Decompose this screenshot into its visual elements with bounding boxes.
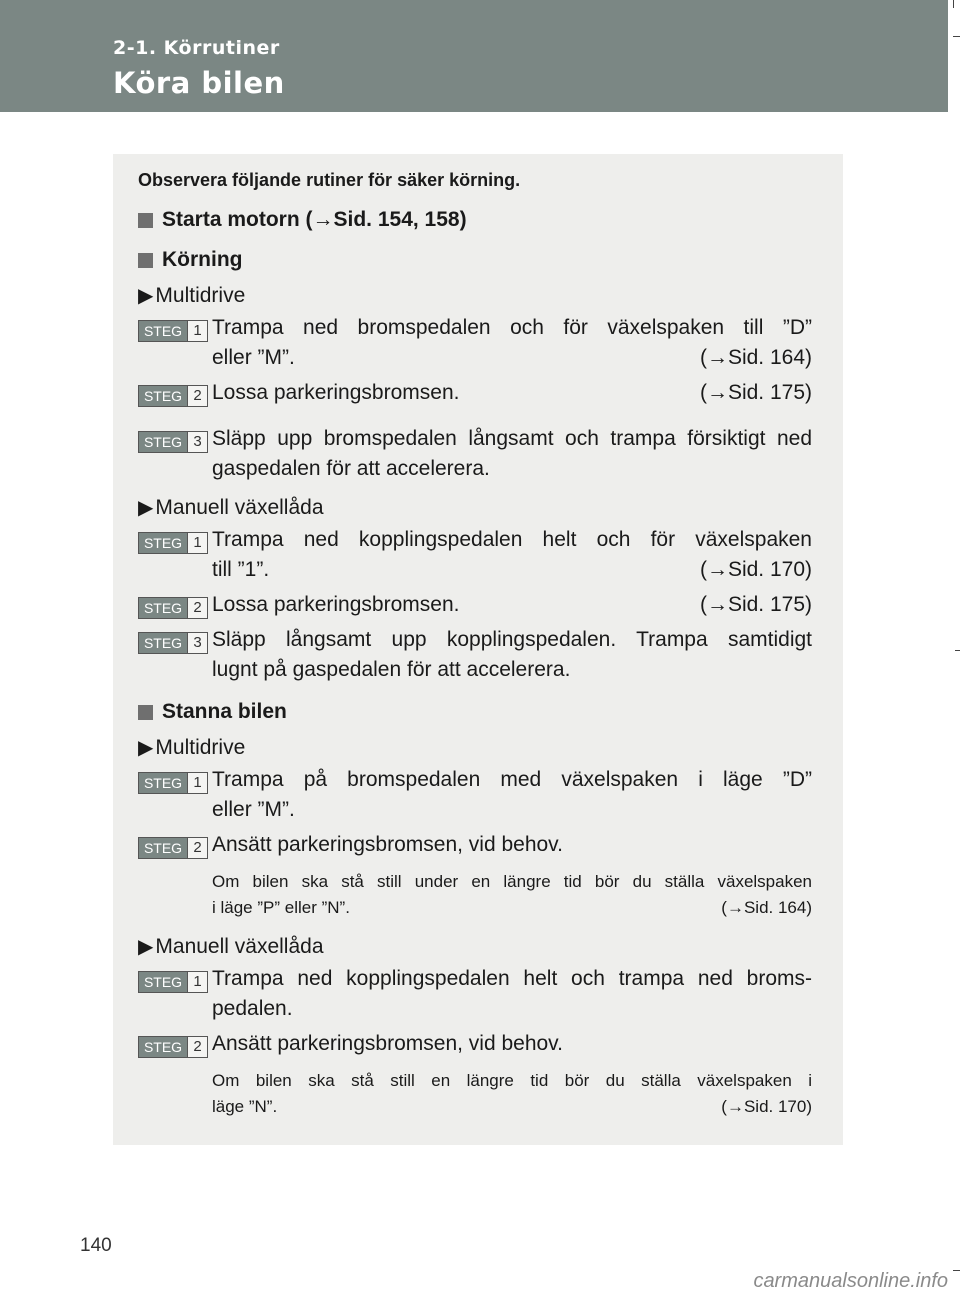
step-text-line: eller ”M”. [212,346,295,369]
step-text-line: Lossa parkeringsbromsen. [212,593,460,616]
subheading-multidrive [138,735,245,760]
step-text: Trampa ned kopplingspedalen helt och trampa ned broms- [212,967,812,990]
subheading-manual [138,495,324,520]
square-bullet-icon [138,253,153,268]
step-text-cont: lugnt på gaspedalen för att accelerera. [212,658,571,681]
step-text [212,593,812,617]
square-bullet-icon [138,213,153,228]
page-reference: (→Sid. 170) [721,1097,812,1116]
step-word: STEG [139,533,187,553]
heading-text: Körning [162,248,243,271]
page-reference: (→Sid. 170) [699,558,812,581]
step-number: 1 [187,972,207,992]
step-text: Ansätt parkeringsbromsen, vid behov. [212,1032,563,1055]
page-reference: (→Sid. 175) [699,593,812,616]
triangle-bullet-icon: ▶ [138,497,154,519]
step-number: 2 [187,1037,207,1057]
step-number: 2 [187,838,207,858]
step-badge [138,532,208,554]
note-line [212,1097,812,1117]
triangle-bullet-icon: ▶ [138,285,154,307]
step-word: STEG [139,838,187,858]
step-text-cont [212,346,812,370]
page-title: Köra bilen [113,66,285,100]
step-word: STEG [139,386,187,406]
note-line [212,898,812,918]
step-badge [138,971,208,993]
page-reference: (→Sid. 164) [699,346,812,369]
step-word: STEG [139,633,187,653]
step-badge [138,597,208,619]
step-text: Trampa ned bromspedalen och för växelspaken till ”D” [212,316,812,339]
step-badge [138,772,208,794]
heading-driving [138,248,242,272]
crop-mark [953,36,960,37]
step-word: STEG [139,432,187,452]
step-badge [138,431,208,453]
step-number: 2 [187,598,207,618]
step-number: 1 [187,321,207,341]
step-text: Släpp upp bromspedalen långsamt och trampa försiktigt ned [212,427,812,450]
step-text-cont: eller ”M”. [212,798,295,821]
step-number: 3 [187,633,207,653]
step-text: Trampa ned kopplingspedalen helt och för växelspaken [212,528,812,551]
step-word: STEG [139,1037,187,1057]
subheading-text: Multidrive [155,735,246,759]
step-word: STEG [139,773,187,793]
step-badge [138,320,208,342]
heading-stop-car [138,700,287,724]
section-label: 2-1. Körrutiner [113,37,280,59]
chapter-header [0,0,948,112]
note-line: Om bilen ska stå still under en längre tid bör du ställa växelspaken [212,872,812,891]
subheading-text: Manuell växellåda [155,495,324,519]
page-reference: (→Sid. 164) [721,898,812,917]
note-line-text: läge ”N”. [212,1097,278,1116]
crop-mark [953,1270,960,1271]
triangle-bullet-icon: ▶ [138,737,154,759]
subheading-text: Manuell växellåda [155,934,324,958]
step-number: 1 [187,533,207,553]
step-text: Släpp långsamt upp kopplingspedalen. Trampa samtidigt [212,628,812,651]
step-text-line: Lossa parkeringsbromsen. [212,381,460,404]
step-badge [138,837,208,859]
crop-mark [953,0,954,8]
subheading-text: Multidrive [155,283,246,307]
note-line-text: i läge ”P” eller ”N”. [212,898,350,917]
step-text [212,381,812,405]
step-number: 1 [187,773,207,793]
watermark: carmanualsonline.info [753,1270,948,1292]
step-word: STEG [139,972,187,992]
step-word: STEG [139,321,187,341]
page-reference: (→Sid. 175) [699,381,812,404]
step-text-cont: pedalen. [212,997,293,1020]
heading-text: Stanna bilen [162,700,287,723]
step-badge [138,1036,208,1058]
step-word: STEG [139,598,187,618]
heading-start-engine [138,208,467,232]
crop-mark [955,650,960,651]
step-text-line: till ”1”. [212,558,270,581]
square-bullet-icon [138,705,153,720]
heading-text: Starta motorn (→Sid. 154, 158) [162,208,467,231]
step-text: Trampa på bromspedalen med växelspaken i läge ”D” [212,768,812,791]
step-number: 2 [187,386,207,406]
subheading-multidrive [138,283,245,308]
step-text: Ansätt parkeringsbromsen, vid behov. [212,833,563,856]
step-text-cont [212,558,812,582]
step-number: 3 [187,432,207,452]
page-number: 140 [80,1235,112,1256]
intro-text: Observera följande rutiner för säker körning. [138,170,521,190]
triangle-bullet-icon: ▶ [138,936,154,958]
note-line: Om bilen ska stå still en längre tid bör du ställa växelspaken i [212,1071,812,1090]
step-badge [138,632,208,654]
subheading-manual [138,934,324,959]
step-text-cont: gaspedalen för att accelerera. [212,457,490,480]
step-badge [138,385,208,407]
